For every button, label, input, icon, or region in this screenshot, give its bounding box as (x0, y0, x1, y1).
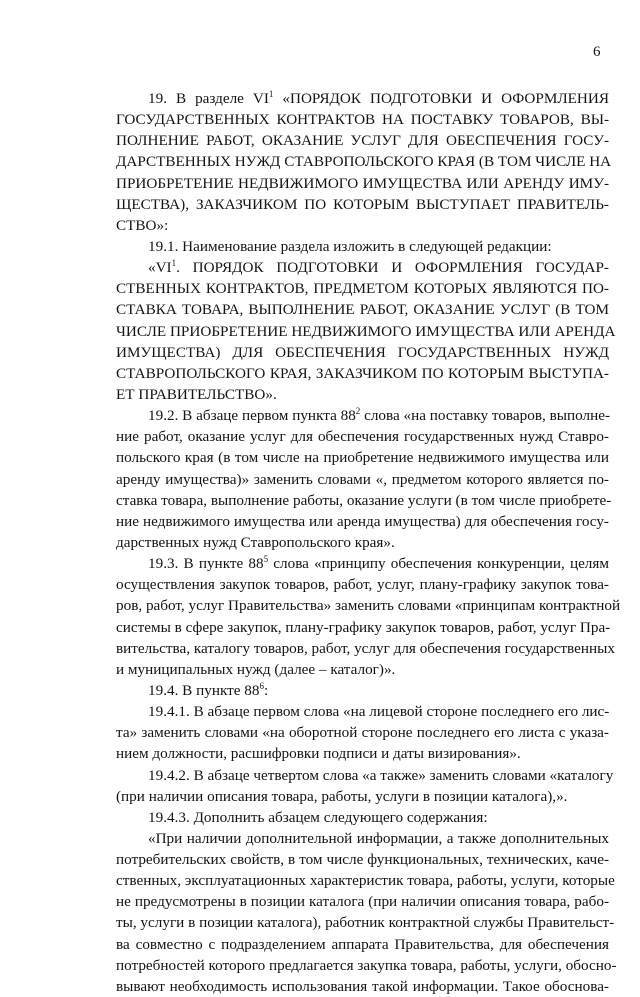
line-text: ставка товара, выполнение работы, оказание услуги (в том числе приобрете- (116, 491, 612, 509)
line-text: 19.4.3. Дополнить абзацем следующего содержания: (148, 808, 488, 826)
text-line (116, 743, 609, 764)
text-line (116, 88, 609, 109)
line-text: та» заменить словами «на оборотной стороне последнего его листа с указа- (116, 724, 609, 742)
text-line (116, 849, 609, 870)
text-line (116, 574, 609, 595)
paragraph-p19-4 (116, 680, 609, 701)
text-line (116, 511, 609, 532)
text-line (116, 870, 615, 891)
line-text: потребительских свойств, в том числе функциональных, технических, каче- (116, 851, 609, 869)
line-text: ИМУЩЕСТВА) ДЛЯ ОБЕСПЕЧЕНИЯ ГОСУДАРСТВЕННЫХ НУЖД (116, 343, 609, 361)
line-text: аренду имущества)» заменить словами «, предметом которого является по- (116, 470, 609, 488)
line-text: ПОЛНЕНИЕ РАБОТ, ОКАЗАНИЕ УСЛУГ ДЛЯ ОБЕСПЕЧЕНИЯ ГОСУ- (116, 132, 609, 150)
text-line (116, 680, 609, 701)
paragraph-p19-4-1 (116, 701, 609, 764)
line-text: и муниципальных нужд (далее – каталог)». (116, 660, 396, 678)
line-text: 19.4.1. В абзаце первом слова «на лицевой стороне последнего его лис- (148, 703, 610, 721)
line-text: СТАВРОПОЛЬСКОГО КРАЯ, ЗАКАЗЧИКОМ ПО КОТОРЫМ ВЫСТУПА- (116, 364, 609, 382)
line-text: ЕТ ПРАВИТЕЛЬСТВО». (116, 385, 277, 403)
paragraph-p19-4-3-quote (116, 828, 617, 997)
text-line (116, 342, 609, 363)
line-text: ЩЕСТВА), ЗАКАЗЧИКОМ ПО КОТОРЫМ ВЫСТУПАЕТ ПРАВИТЕЛЬ- (116, 195, 609, 213)
page-number: 6 (593, 44, 601, 60)
text-line (116, 490, 612, 511)
line-text-continued: слова «принципу обеспечения конкуренции, целям (268, 555, 609, 573)
text-line (116, 363, 609, 384)
line-text: ты, услуги в позиции каталога), работник контрактной службы Правительст- (116, 914, 615, 932)
text-line (116, 617, 609, 638)
line-text-continued: . ПОРЯДОК ПОДГОТОВКИ И ОФОРМЛЕНИЯ ГОСУДАР- (176, 259, 609, 277)
text-line (116, 321, 616, 342)
line-text: 19.3. В пункте 88 (148, 555, 264, 573)
line-text: польского края (в том числе на приобретение недвижимого имущества или (116, 449, 609, 467)
text-line (116, 426, 609, 447)
paragraph-p19-2 (116, 405, 612, 553)
text-line (116, 828, 609, 849)
text-line (116, 173, 609, 194)
text-line (116, 807, 609, 828)
text-line (116, 955, 617, 976)
text-line (116, 384, 609, 405)
line-text: СТВЕННЫХ КОНТРАКТОВ, ПРЕДМЕТОМ КОТОРЫХ ЯВЛЯЮТСЯ ПО- (116, 280, 609, 298)
text-line (116, 722, 609, 743)
text-line (116, 638, 615, 659)
text-line (116, 765, 614, 786)
line-text: ПРИОБРЕТЕНИЕ НЕДВИЖИМОГО ИМУЩЕСТВА ИЛИ АРЕНДУ ИМУ- (116, 174, 609, 192)
text-line (116, 595, 621, 616)
text-line (116, 553, 609, 574)
text-line (116, 405, 609, 426)
text-line (116, 257, 609, 278)
superscript: 5 (263, 554, 269, 565)
line-text: ДАРСТВЕННЫХ НУЖД СТАВРОПОЛЬСКОГО КРАЯ (В ТОМ ЧИСЛЕ НА (116, 153, 612, 171)
line-text: потребностей которого предлагается закупка товара, работы, услуги, обосно- (116, 956, 617, 974)
paragraph-p19 (116, 88, 612, 236)
text-line (116, 299, 609, 320)
line-text-continued: слова «на поставку товаров, выполне- (360, 407, 611, 425)
text-line (116, 786, 609, 807)
line-text: 19.1. Наименование раздела изложить в следующей редакции: (148, 237, 552, 255)
line-text: «При наличии дополнительной информации, а также дополнительных (148, 829, 609, 847)
line-text: вывают необходимость использования такой информации. Такое обоснова- (116, 977, 609, 995)
text-line (116, 659, 609, 680)
line-text: 19.4.2. В абзаце четвертом слова «а также» заменить словами «каталогу (148, 766, 614, 784)
text-line (116, 447, 609, 468)
paragraph-p19-1-quote (116, 257, 616, 405)
line-text: (при наличии описания товара, работы, услуги в позиции каталога),». (116, 787, 568, 805)
line-text: ственных, эксплуатационных характеристик товара, работы, услуги, которые (116, 872, 615, 890)
text-line (116, 130, 609, 151)
line-text: нием должности, расшифровки подписи и даты визирования». (116, 745, 521, 763)
paragraph-p19-1 (116, 236, 609, 257)
line-text: ЧИСЛЕ ПРИОБРЕТЕНИЕ НЕДВИЖИМОГО ИМУЩЕСТВА ИЛИ АРЕНДА (116, 322, 616, 340)
paragraph-p19-4-2 (116, 765, 614, 807)
superscript: 1 (268, 89, 274, 99)
line-text: 19. В разделе VI (148, 90, 269, 107)
text-line (116, 151, 612, 172)
line-text: осуществления закупок товаров, работ, услуг, плану-графику закупок това- (116, 576, 609, 594)
document-body (116, 88, 621, 997)
text-line (116, 701, 609, 722)
line-text: не предусмотрены в позиции каталога (при наличии описания товара, рабо- (116, 893, 609, 911)
text-line (116, 278, 609, 299)
line-text: 19.4. В пункте 88 (148, 681, 260, 699)
line-text: дарственных нужд Ставропольского края». (116, 533, 395, 551)
line-text: ние недвижимого имущества или аренда имущества) для обеспечения госу- (116, 512, 609, 530)
text-line (116, 109, 609, 130)
superscript: 6 (259, 680, 264, 691)
line-text-continued: «ПОРЯДОК ПОДГОТОВКИ И ОФОРМЛЕНИЯ (273, 90, 609, 107)
line-text: СТАВКА ТОВАРА, ВЫПОЛНЕНИЕ РАБОТ, ОКАЗАНИЕ УСЛУГ (В ТОМ (116, 301, 609, 319)
text-line (116, 469, 609, 490)
line-text: ва совместно с подразделением аппарата Правительства, для обеспечения (116, 935, 609, 953)
paragraph-p19-4-3 (116, 807, 609, 828)
paragraph-p19-3 (116, 553, 621, 680)
line-text-continued: : (264, 681, 269, 699)
text-line (116, 194, 609, 215)
line-text: вительства, каталогу товаров, работ, услуг для обеспечения государственных (116, 639, 615, 657)
line-text: ГОСУДАРСТВЕННЫХ КОНТРАКТОВ НА ПОСТАВКУ ТОВАРОВ, ВЫ- (116, 111, 609, 129)
text-line (116, 934, 609, 955)
superscript: 2 (355, 406, 361, 417)
line-text: системы в сфере закупок, плану-графику закупок товаров, работ, услуг Пра- (116, 618, 611, 636)
text-line (116, 976, 609, 997)
line-text: ние работ, оказание услуг для обеспечения государственных нужд Ставро- (116, 428, 609, 446)
text-line (116, 236, 609, 257)
line-text: СТВО»: (116, 216, 169, 234)
text-line (116, 532, 609, 553)
line-text: 19.2. В абзаце первом пункта 88 (148, 407, 356, 425)
text-line (116, 912, 615, 933)
text-line (116, 215, 609, 236)
superscript: 1 (171, 258, 177, 269)
line-text: «VI (148, 259, 172, 277)
line-text: ров, работ, услуг Правительства» заменить словами «принципам контрактной (116, 597, 621, 615)
